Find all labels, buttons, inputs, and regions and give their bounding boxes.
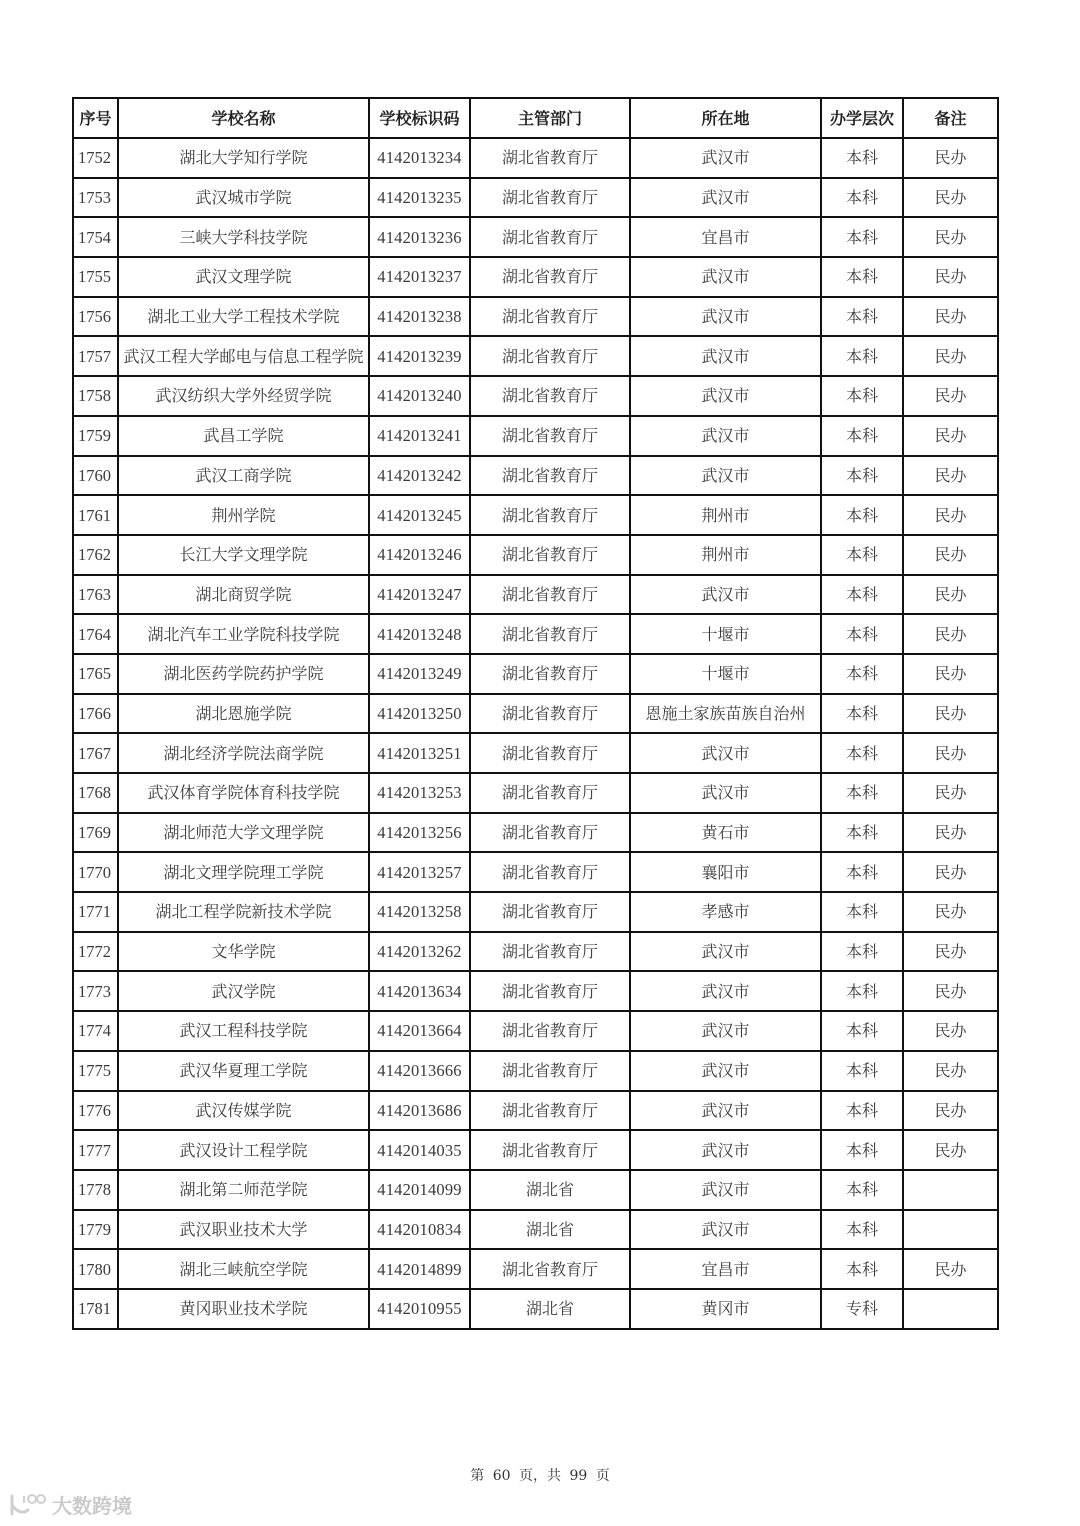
table-header-row bbox=[73, 98, 998, 138]
cell-department: 湖北省教育厅 bbox=[470, 614, 630, 654]
cell-level: 本科 bbox=[821, 932, 903, 972]
cell-seq: 1752 bbox=[73, 138, 118, 178]
header-remark: 备注 bbox=[903, 98, 998, 138]
cell-remark: 民办 bbox=[903, 852, 998, 892]
cell-remark: 民办 bbox=[903, 614, 998, 654]
cell-seq: 1765 bbox=[73, 654, 118, 694]
cell-department: 湖北省教育厅 bbox=[470, 376, 630, 416]
table-row bbox=[73, 694, 998, 734]
cell-school-code: 4142013664 bbox=[369, 1011, 470, 1051]
cell-school-code: 4142014035 bbox=[369, 1130, 470, 1170]
table-row bbox=[73, 575, 998, 615]
cell-school-code: 4142013241 bbox=[369, 416, 470, 456]
table-row bbox=[73, 1051, 998, 1091]
cell-school-name: 武汉工商学院 bbox=[118, 456, 369, 496]
cell-department: 湖北省教育厅 bbox=[470, 297, 630, 337]
page-mid: 页，共 bbox=[519, 1468, 561, 1484]
cell-seq: 1770 bbox=[73, 852, 118, 892]
table-row bbox=[73, 971, 998, 1011]
cell-location: 武汉市 bbox=[630, 575, 821, 615]
cell-location: 武汉市 bbox=[630, 1091, 821, 1131]
cell-level: 本科 bbox=[821, 813, 903, 853]
cell-school-code: 4142010955 bbox=[369, 1289, 470, 1329]
header-department: 主管部门 bbox=[470, 98, 630, 138]
cell-school-name: 湖北汽车工业学院科技学院 bbox=[118, 614, 369, 654]
cell-level: 本科 bbox=[821, 297, 903, 337]
table-row bbox=[73, 1289, 998, 1329]
cell-school-code: 4142013245 bbox=[369, 495, 470, 535]
cell-level: 本科 bbox=[821, 336, 903, 376]
cell-department: 湖北省教育厅 bbox=[470, 1130, 630, 1170]
table-row bbox=[73, 1011, 998, 1051]
cell-remark: 民办 bbox=[903, 495, 998, 535]
cell-remark: 民办 bbox=[903, 416, 998, 456]
cell-school-name: 武汉华夏理工学院 bbox=[118, 1051, 369, 1091]
cell-department: 湖北省 bbox=[470, 1289, 630, 1329]
cell-seq: 1756 bbox=[73, 297, 118, 337]
cell-level: 本科 bbox=[821, 1051, 903, 1091]
cell-school-name: 湖北三峡航空学院 bbox=[118, 1249, 369, 1289]
cell-school-code: 4142013257 bbox=[369, 852, 470, 892]
cell-location: 荆州市 bbox=[630, 495, 821, 535]
cell-level: 本科 bbox=[821, 654, 903, 694]
cell-level: 本科 bbox=[821, 257, 903, 297]
cell-school-name: 长江大学文理学院 bbox=[118, 535, 369, 575]
k100-logo-icon bbox=[8, 1492, 48, 1518]
cell-level: 本科 bbox=[821, 892, 903, 932]
cell-department: 湖北省教育厅 bbox=[470, 535, 630, 575]
cell-remark: 民办 bbox=[903, 138, 998, 178]
cell-remark bbox=[903, 1170, 998, 1210]
cell-level: 本科 bbox=[821, 1170, 903, 1210]
cell-school-code: 4142013250 bbox=[369, 694, 470, 734]
table-row bbox=[73, 654, 998, 694]
cell-school-code: 4142013235 bbox=[369, 178, 470, 218]
cell-school-code: 4142013242 bbox=[369, 456, 470, 496]
cell-location: 武汉市 bbox=[630, 773, 821, 813]
page-suffix: 页 bbox=[595, 1468, 610, 1484]
cell-seq: 1759 bbox=[73, 416, 118, 456]
cell-school-code: 4142013236 bbox=[369, 217, 470, 257]
cell-department: 湖北省教育厅 bbox=[470, 654, 630, 694]
cell-seq: 1762 bbox=[73, 535, 118, 575]
cell-school-code: 4142013237 bbox=[369, 257, 470, 297]
cell-seq: 1779 bbox=[73, 1210, 118, 1250]
cell-school-code: 4142013258 bbox=[369, 892, 470, 932]
cell-school-name: 武汉工程科技学院 bbox=[118, 1011, 369, 1051]
cell-location: 武汉市 bbox=[630, 1130, 821, 1170]
cell-level: 本科 bbox=[821, 733, 903, 773]
cell-level: 本科 bbox=[821, 376, 903, 416]
current-page: 60 bbox=[492, 1468, 511, 1484]
cell-location: 武汉市 bbox=[630, 297, 821, 337]
cell-level: 本科 bbox=[821, 1130, 903, 1170]
cell-seq: 1764 bbox=[73, 614, 118, 654]
cell-department: 湖北省教育厅 bbox=[470, 852, 630, 892]
cell-location: 荆州市 bbox=[630, 535, 821, 575]
table-row bbox=[73, 773, 998, 813]
table-row bbox=[73, 138, 998, 178]
cell-department: 湖北省教育厅 bbox=[470, 1051, 630, 1091]
total-pages: 99 bbox=[569, 1468, 588, 1484]
header-level: 办学层次 bbox=[821, 98, 903, 138]
cell-school-name: 湖北师范大学文理学院 bbox=[118, 813, 369, 853]
cell-school-code: 4142013262 bbox=[369, 932, 470, 972]
cell-level: 本科 bbox=[821, 178, 903, 218]
cell-school-code: 4142013634 bbox=[369, 971, 470, 1011]
school-list-table bbox=[72, 97, 999, 1330]
cell-school-name: 湖北商贸学院 bbox=[118, 575, 369, 615]
cell-school-name: 黄冈职业技术学院 bbox=[118, 1289, 369, 1329]
cell-level: 本科 bbox=[821, 495, 903, 535]
cell-remark: 民办 bbox=[903, 456, 998, 496]
cell-seq: 1778 bbox=[73, 1170, 118, 1210]
table-row bbox=[73, 1210, 998, 1250]
cell-department: 湖北省教育厅 bbox=[470, 773, 630, 813]
cell-location: 宜昌市 bbox=[630, 217, 821, 257]
cell-remark: 民办 bbox=[903, 932, 998, 972]
cell-department: 湖北省教育厅 bbox=[470, 456, 630, 496]
cell-seq: 1781 bbox=[73, 1289, 118, 1329]
cell-department: 湖北省教育厅 bbox=[470, 932, 630, 972]
cell-location: 武汉市 bbox=[630, 336, 821, 376]
table-row bbox=[73, 416, 998, 456]
cell-location: 武汉市 bbox=[630, 1051, 821, 1091]
cell-department: 湖北省 bbox=[470, 1210, 630, 1250]
cell-level: 本科 bbox=[821, 1011, 903, 1051]
cell-school-name: 武汉传媒学院 bbox=[118, 1091, 369, 1131]
cell-school-code: 4142013253 bbox=[369, 773, 470, 813]
cell-seq: 1766 bbox=[73, 694, 118, 734]
cell-remark: 民办 bbox=[903, 694, 998, 734]
cell-level: 本科 bbox=[821, 971, 903, 1011]
cell-department: 湖北省教育厅 bbox=[470, 575, 630, 615]
cell-school-name: 湖北工程学院新技术学院 bbox=[118, 892, 369, 932]
cell-location: 襄阳市 bbox=[630, 852, 821, 892]
table-row bbox=[73, 1091, 998, 1131]
cell-school-code: 4142010834 bbox=[369, 1210, 470, 1250]
cell-remark: 民办 bbox=[903, 178, 998, 218]
cell-location: 恩施土家族苗族自治州 bbox=[630, 694, 821, 734]
cell-remark: 民办 bbox=[903, 813, 998, 853]
cell-location: 武汉市 bbox=[630, 178, 821, 218]
cell-school-name: 湖北医药学院药护学院 bbox=[118, 654, 369, 694]
cell-location: 武汉市 bbox=[630, 1170, 821, 1210]
cell-school-name: 文华学院 bbox=[118, 932, 369, 972]
cell-department: 湖北省教育厅 bbox=[470, 336, 630, 376]
cell-location: 孝感市 bbox=[630, 892, 821, 932]
cell-department: 湖北省教育厅 bbox=[470, 1091, 630, 1131]
cell-remark: 民办 bbox=[903, 1091, 998, 1131]
cell-location: 武汉市 bbox=[630, 971, 821, 1011]
cell-department: 湖北省教育厅 bbox=[470, 1249, 630, 1289]
cell-remark: 民办 bbox=[903, 892, 998, 932]
cell-school-name: 武汉城市学院 bbox=[118, 178, 369, 218]
cell-seq: 1771 bbox=[73, 892, 118, 932]
table-row bbox=[73, 1170, 998, 1210]
cell-department: 湖北省教育厅 bbox=[470, 694, 630, 734]
cell-level: 本科 bbox=[821, 575, 903, 615]
table-row bbox=[73, 932, 998, 972]
cell-seq: 1780 bbox=[73, 1249, 118, 1289]
table-row bbox=[73, 297, 998, 337]
cell-school-name: 武汉纺织大学外经贸学院 bbox=[118, 376, 369, 416]
cell-location: 黄冈市 bbox=[630, 1289, 821, 1329]
table-row bbox=[73, 892, 998, 932]
cell-school-code: 4142013234 bbox=[369, 138, 470, 178]
cell-school-code: 4142013251 bbox=[369, 733, 470, 773]
header-location: 所在地 bbox=[630, 98, 821, 138]
cell-remark: 民办 bbox=[903, 336, 998, 376]
cell-remark: 民办 bbox=[903, 1130, 998, 1170]
table-body bbox=[73, 138, 998, 1329]
cell-location: 武汉市 bbox=[630, 138, 821, 178]
cell-level: 专科 bbox=[821, 1289, 903, 1329]
cell-location: 十堰市 bbox=[630, 614, 821, 654]
cell-remark: 民办 bbox=[903, 1051, 998, 1091]
cell-location: 武汉市 bbox=[630, 1210, 821, 1250]
page-number-footer bbox=[0, 1465, 1080, 1485]
cell-seq: 1755 bbox=[73, 257, 118, 297]
cell-school-name: 武昌工学院 bbox=[118, 416, 369, 456]
cell-level: 本科 bbox=[821, 456, 903, 496]
cell-remark: 民办 bbox=[903, 1249, 998, 1289]
header-school-code: 学校标识码 bbox=[369, 98, 470, 138]
cell-location: 黄石市 bbox=[630, 813, 821, 853]
cell-remark bbox=[903, 1210, 998, 1250]
cell-seq: 1761 bbox=[73, 495, 118, 535]
cell-school-code: 4142013246 bbox=[369, 535, 470, 575]
cell-school-code: 4142013249 bbox=[369, 654, 470, 694]
cell-seq: 1773 bbox=[73, 971, 118, 1011]
table-row bbox=[73, 217, 998, 257]
cell-seq: 1769 bbox=[73, 813, 118, 853]
cell-location: 武汉市 bbox=[630, 733, 821, 773]
cell-seq: 1768 bbox=[73, 773, 118, 813]
cell-school-code: 4142013248 bbox=[369, 614, 470, 654]
cell-school-name: 武汉学院 bbox=[118, 971, 369, 1011]
cell-remark: 民办 bbox=[903, 733, 998, 773]
table-row bbox=[73, 495, 998, 535]
cell-remark: 民办 bbox=[903, 971, 998, 1011]
cell-level: 本科 bbox=[821, 416, 903, 456]
cell-seq: 1775 bbox=[73, 1051, 118, 1091]
cell-school-name: 湖北文理学院理工学院 bbox=[118, 852, 369, 892]
cell-school-name: 湖北经济学院法商学院 bbox=[118, 733, 369, 773]
cell-location: 武汉市 bbox=[630, 456, 821, 496]
cell-location: 十堰市 bbox=[630, 654, 821, 694]
cell-department: 湖北省教育厅 bbox=[470, 892, 630, 932]
table-row bbox=[73, 733, 998, 773]
cell-remark: 民办 bbox=[903, 773, 998, 813]
cell-remark: 民办 bbox=[903, 217, 998, 257]
cell-school-code: 4142014899 bbox=[369, 1249, 470, 1289]
cell-department: 湖北省教育厅 bbox=[470, 257, 630, 297]
header-school-name: 学校名称 bbox=[118, 98, 369, 138]
cell-school-name: 湖北大学知行学院 bbox=[118, 138, 369, 178]
watermark bbox=[8, 1490, 132, 1519]
table-row bbox=[73, 456, 998, 496]
cell-remark bbox=[903, 1289, 998, 1329]
cell-location: 武汉市 bbox=[630, 376, 821, 416]
cell-department: 湖北省教育厅 bbox=[470, 178, 630, 218]
cell-location: 武汉市 bbox=[630, 1011, 821, 1051]
cell-seq: 1758 bbox=[73, 376, 118, 416]
cell-school-code: 4142013686 bbox=[369, 1091, 470, 1131]
table-row bbox=[73, 614, 998, 654]
cell-location: 武汉市 bbox=[630, 416, 821, 456]
cell-department: 湖北省教育厅 bbox=[470, 416, 630, 456]
cell-seq: 1754 bbox=[73, 217, 118, 257]
cell-school-code: 4142013247 bbox=[369, 575, 470, 615]
cell-remark: 民办 bbox=[903, 257, 998, 297]
cell-seq: 1760 bbox=[73, 456, 118, 496]
cell-school-name: 湖北第二师范学院 bbox=[118, 1170, 369, 1210]
cell-department: 湖北省 bbox=[470, 1170, 630, 1210]
cell-level: 本科 bbox=[821, 852, 903, 892]
cell-location: 武汉市 bbox=[630, 257, 821, 297]
table-row bbox=[73, 257, 998, 297]
cell-remark: 民办 bbox=[903, 654, 998, 694]
cell-seq: 1763 bbox=[73, 575, 118, 615]
cell-school-name: 荆州学院 bbox=[118, 495, 369, 535]
cell-school-name: 湖北恩施学院 bbox=[118, 694, 369, 734]
cell-school-code: 4142014099 bbox=[369, 1170, 470, 1210]
cell-remark: 民办 bbox=[903, 1011, 998, 1051]
cell-school-name: 湖北工业大学工程技术学院 bbox=[118, 297, 369, 337]
cell-remark: 民办 bbox=[903, 535, 998, 575]
cell-level: 本科 bbox=[821, 1249, 903, 1289]
cell-school-code: 4142013256 bbox=[369, 813, 470, 853]
table-row bbox=[73, 336, 998, 376]
cell-level: 本科 bbox=[821, 614, 903, 654]
cell-school-name: 武汉职业技术大学 bbox=[118, 1210, 369, 1250]
cell-department: 湖北省教育厅 bbox=[470, 217, 630, 257]
cell-school-code: 4142013239 bbox=[369, 336, 470, 376]
table-row bbox=[73, 178, 998, 218]
cell-level: 本科 bbox=[821, 694, 903, 734]
cell-remark: 民办 bbox=[903, 376, 998, 416]
cell-seq: 1772 bbox=[73, 932, 118, 972]
cell-level: 本科 bbox=[821, 1091, 903, 1131]
cell-school-name: 三峡大学科技学院 bbox=[118, 217, 369, 257]
cell-department: 湖北省教育厅 bbox=[470, 733, 630, 773]
cell-level: 本科 bbox=[821, 535, 903, 575]
cell-seq: 1753 bbox=[73, 178, 118, 218]
cell-remark: 民办 bbox=[903, 575, 998, 615]
cell-location: 武汉市 bbox=[630, 932, 821, 972]
cell-school-name: 武汉设计工程学院 bbox=[118, 1130, 369, 1170]
cell-school-code: 4142013238 bbox=[369, 297, 470, 337]
header-seq: 序号 bbox=[73, 98, 118, 138]
watermark-text: 大数跨境 bbox=[52, 1494, 132, 1518]
table-row bbox=[73, 1130, 998, 1170]
cell-seq: 1776 bbox=[73, 1091, 118, 1131]
cell-level: 本科 bbox=[821, 773, 903, 813]
cell-department: 湖北省教育厅 bbox=[470, 971, 630, 1011]
cell-school-code: 4142013240 bbox=[369, 376, 470, 416]
cell-school-name: 武汉工程大学邮电与信息工程学院 bbox=[118, 336, 369, 376]
cell-department: 湖北省教育厅 bbox=[470, 138, 630, 178]
table-row bbox=[73, 852, 998, 892]
cell-department: 湖北省教育厅 bbox=[470, 1011, 630, 1051]
cell-school-name: 武汉文理学院 bbox=[118, 257, 369, 297]
cell-seq: 1757 bbox=[73, 336, 118, 376]
cell-location: 宜昌市 bbox=[630, 1249, 821, 1289]
cell-level: 本科 bbox=[821, 138, 903, 178]
page-prefix: 第 bbox=[470, 1468, 485, 1484]
table-row bbox=[73, 813, 998, 853]
table-row bbox=[73, 1249, 998, 1289]
table-row bbox=[73, 535, 998, 575]
cell-level: 本科 bbox=[821, 1210, 903, 1250]
cell-school-code: 4142013666 bbox=[369, 1051, 470, 1091]
cell-department: 湖北省教育厅 bbox=[470, 813, 630, 853]
cell-seq: 1777 bbox=[73, 1130, 118, 1170]
cell-department: 湖北省教育厅 bbox=[470, 495, 630, 535]
cell-level: 本科 bbox=[821, 217, 903, 257]
cell-school-name: 武汉体育学院体育科技学院 bbox=[118, 773, 369, 813]
table-row bbox=[73, 376, 998, 416]
cell-seq: 1774 bbox=[73, 1011, 118, 1051]
cell-remark: 民办 bbox=[903, 297, 998, 337]
cell-seq: 1767 bbox=[73, 733, 118, 773]
